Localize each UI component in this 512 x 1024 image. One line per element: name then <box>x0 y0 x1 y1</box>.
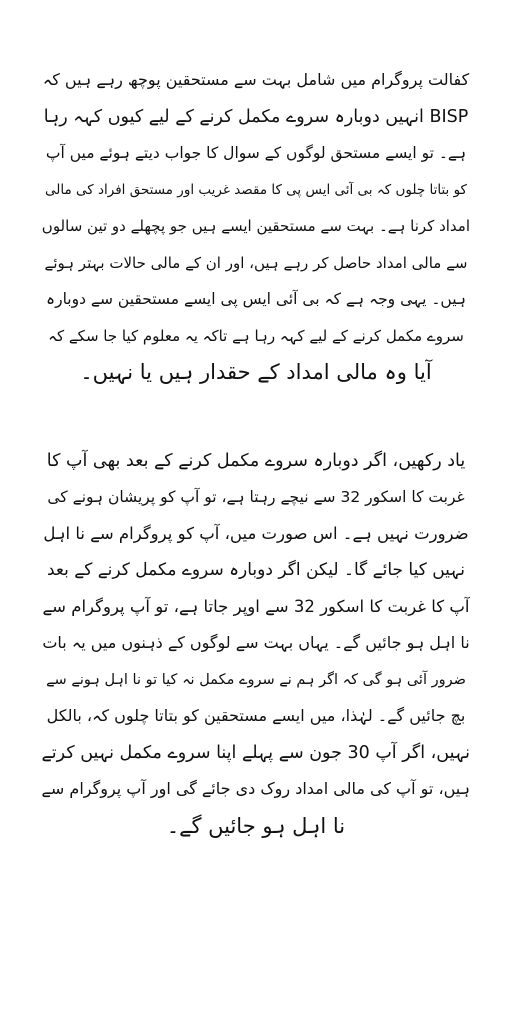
text-line: ہیں، تو آپ کی مالی امداد روک دی جائے گی اور آپ پروگرام سے <box>42 779 470 798</box>
text-line: ضرورت نہیں ہے۔ اس صورت میں، آپ کو پروگرام سے نا اہل <box>43 523 469 543</box>
text-line: نہیں، اگر آپ 30 جون سے پہلے اپنا سروے مکمل نہیں کرتے <box>42 742 470 763</box>
text-line: ہیں۔ یہی وجہ ہے کہ بی آئی ایس پی ایسے مستحقین سے دوبارہ <box>46 290 466 308</box>
text-line: سے مالی امداد حاصل کر رہے ہیں، اور ان کے مالی حالات بہتر ہوئے <box>44 253 468 272</box>
text-line: آپ کا غربت کا اسکور 32 سے اوپر جاتا ہے، تو آپ پروگرام سے <box>42 596 470 616</box>
text-line: غربت کا اسکور 32 سے نیچے رہتا ہے، تو آپ کو پریشان ہونے کی <box>47 488 465 506</box>
text-line: سروے مکمل کرنے کے لیے کہہ رہا ہے تاکہ یہ معلوم کیا جا سکے کہ <box>48 326 464 345</box>
text-line: نا اہل ہو جائیں گے۔ یہاں بہت سے لوگوں کے ذہنوں میں یہ بات <box>42 633 470 652</box>
paragraph-reverification-reason <box>42 62 470 391</box>
text-line: یاد رکھیں، اگر دوبارہ سروے مکمل کرنے کے بعد بھی آپ کا <box>46 450 466 471</box>
paragraph-poverty-score-note <box>42 443 470 845</box>
text-line: ہے۔ تو ایسے مستحق لوگوں کے سوال کا جواب دیتے ہوئے میں آپ <box>45 144 467 162</box>
text-line: BISP انہیں دوبارہ سروے مکمل کرنے کے لیے کیوں کہہ رہا <box>43 106 469 127</box>
text-line: کفالت پروگرام میں شامل بہت سے مستحقین پوچھ رہے ہیں کہ <box>42 70 470 89</box>
text-line: نا اہل ہو جائیں گے۔ <box>166 813 346 838</box>
text-line: بچ جائیں گے۔ لہٰذا، میں ایسے مستحقین کو بتاتا چلوں کہ، بالکل <box>46 706 466 725</box>
text-line: امداد کرنا ہے۔ بہت سے مستحقین ایسے ہیں جو پچھلے دو تین سالوں <box>42 217 470 235</box>
text-line: آیا وہ مالی امداد کے حقدار ہیں یا نہیں۔ <box>80 360 432 384</box>
text-line: نہیں کیا جائے گا۔ لیکن اگر دوبارہ سروے مکمل کرنے کے بعد <box>47 560 465 580</box>
text-line: ضرور آئی ہو گی کہ اگر ہم نے سروے مکمل نہ کیا تو نا اہل ہونے سے <box>46 671 466 688</box>
text-line: کو بتاتا چلوں کہ بی آئی ایس پی کا مقصد غریب اور مستحق افراد کی مالی <box>45 181 467 198</box>
